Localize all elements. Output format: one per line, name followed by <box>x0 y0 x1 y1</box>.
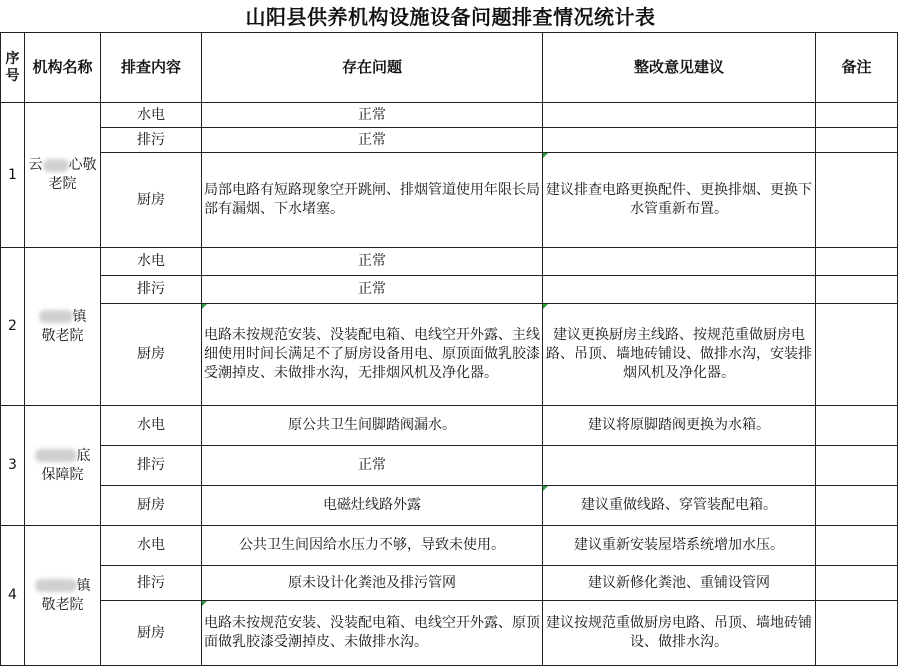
cell-remark[interactable] <box>816 128 898 153</box>
cell-remark[interactable] <box>816 276 898 304</box>
cell-issue[interactable]: 正常 <box>202 446 543 486</box>
table-row <box>1 103 898 128</box>
cell-item[interactable]: 厨房 <box>101 601 202 666</box>
cell-item[interactable]: 水电 <box>101 526 202 566</box>
institution-name-part: 敬老院 <box>41 327 84 344</box>
cell-remark[interactable] <box>816 526 898 566</box>
cell-remark[interactable] <box>816 248 898 276</box>
redaction-blur <box>43 159 69 172</box>
redaction-blur <box>35 449 77 462</box>
inspection-table <box>0 32 898 666</box>
header-item[interactable]: 排查内容 <box>101 33 202 103</box>
cell-issue[interactable]: 电路未按规范安装、没装配电箱、电线空开外露、主线细使用时间长满足不了厨房设备用电、原顶面做乳胶漆受潮掉皮、未做排水沟，无排烟风机及净化器。 <box>202 304 543 406</box>
cell-advice[interactable] <box>543 446 816 486</box>
cell-institution-name[interactable] <box>25 406 101 526</box>
cell-issue[interactable]: 正常 <box>202 276 543 304</box>
cell-advice[interactable] <box>543 276 816 304</box>
table-row <box>1 486 898 526</box>
cell-issue[interactable]: 原公共卫生间脚踏阀漏水。 <box>202 406 543 446</box>
cell-remark[interactable] <box>816 446 898 486</box>
cell-remark[interactable] <box>816 304 898 406</box>
table-row <box>1 566 898 601</box>
cell-issue[interactable]: 电路未按规范安装、没装配电箱、电线空开外露、原顶面做乳胶漆受潮掉皮、未做排水沟。 <box>202 601 543 666</box>
cell-remark[interactable] <box>816 103 898 128</box>
cell-no[interactable]: 1 <box>1 103 25 248</box>
redaction-blur <box>35 579 77 592</box>
cell-issue[interactable]: 正常 <box>202 248 543 276</box>
cell-issue[interactable]: 电磁灶线路外露 <box>202 486 543 526</box>
table-row <box>1 153 898 248</box>
cell-issue[interactable]: 原未设计化粪池及排污管网 <box>202 566 543 601</box>
cell-item[interactable]: 排污 <box>101 566 202 601</box>
institution-name-part: 云 <box>28 157 43 173</box>
cell-institution-name[interactable] <box>25 248 101 406</box>
cell-issue[interactable]: 正常 <box>202 103 543 128</box>
table-row <box>1 446 898 486</box>
cell-advice[interactable]: 建议重做线路、穿管装配电箱。 <box>543 486 816 526</box>
cell-item[interactable]: 排污 <box>101 128 202 153</box>
header-remark[interactable]: 备注 <box>816 33 898 103</box>
institution-name-part: 保障院 <box>41 466 84 483</box>
sheet-title: 山阳县供养机构设施设备问题排查情况统计表 <box>245 5 656 29</box>
cell-no[interactable]: 2 <box>1 248 25 406</box>
cell-item[interactable]: 排污 <box>101 446 202 486</box>
table-row <box>1 601 898 666</box>
cell-remark[interactable] <box>816 566 898 601</box>
cell-remark[interactable] <box>816 486 898 526</box>
cell-advice[interactable] <box>543 248 816 276</box>
cell-item[interactable]: 排污 <box>101 276 202 304</box>
cell-institution-name[interactable] <box>25 526 101 666</box>
cell-item[interactable]: 厨房 <box>101 486 202 526</box>
cell-issue[interactable]: 公共卫生间因给水压力不够，导致未使用。 <box>202 526 543 566</box>
cell-advice[interactable]: 建议排查电路更换配件、更换排烟、更换下水管重新布置。 <box>543 153 816 248</box>
cell-remark[interactable] <box>816 153 898 248</box>
cell-no[interactable]: 3 <box>1 406 25 526</box>
header-row <box>1 33 898 103</box>
table-row <box>1 526 898 566</box>
cell-issue[interactable]: 正常 <box>202 128 543 153</box>
cell-institution-name[interactable] <box>25 103 101 248</box>
cell-advice[interactable]: 建议新修化粪池、重铺设管网 <box>543 566 816 601</box>
cell-advice[interactable]: 建议重新安装屋塔系统增加水压。 <box>543 526 816 566</box>
cell-no[interactable]: 4 <box>1 526 25 666</box>
cell-item[interactable]: 厨房 <box>101 304 202 406</box>
table-row <box>1 128 898 153</box>
cell-advice[interactable]: 建议将原脚踏阀更换为水箱。 <box>543 406 816 446</box>
cell-advice[interactable] <box>543 103 816 128</box>
header-no[interactable]: 序号 <box>1 33 25 103</box>
header-issue[interactable]: 存在问题 <box>202 33 543 103</box>
institution-name-part: 心敬 <box>68 157 97 173</box>
institution-name-part: 镇 <box>72 308 87 325</box>
cell-remark[interactable] <box>816 406 898 446</box>
institution-name-part: 老院 <box>48 176 77 192</box>
table-row <box>1 304 898 406</box>
table-row <box>1 276 898 304</box>
header-advice[interactable]: 整改意见建议 <box>543 33 816 103</box>
redaction-blur <box>39 310 73 323</box>
cell-item[interactable]: 水电 <box>101 406 202 446</box>
institution-name-part: 敬老院 <box>41 596 84 613</box>
cell-remark[interactable] <box>816 601 898 666</box>
table-row <box>1 248 898 276</box>
cell-item[interactable]: 厨房 <box>101 153 202 248</box>
cell-item[interactable]: 水电 <box>101 103 202 128</box>
header-name[interactable]: 机构名称 <box>25 33 101 103</box>
table-row <box>1 406 898 446</box>
institution-name-part: 底 <box>76 447 91 464</box>
cell-issue[interactable]: 局部电路有短路现象空开跳闸、排烟管道使用年限长局部有漏烟、下水堵塞。 <box>202 153 543 248</box>
cell-advice[interactable]: 建议按规范重做厨房电路、吊顶、墙地砖铺设、做排水沟。 <box>543 601 816 666</box>
cell-item[interactable]: 水电 <box>101 248 202 276</box>
cell-advice[interactable]: 建议更换厨房主线路、按规范重做厨房电路、吊顶、墙地砖铺设、做排水沟，安装排烟风机及净化器。 <box>543 304 816 406</box>
cell-advice[interactable] <box>543 128 816 153</box>
institution-name-part: 镇 <box>76 577 91 594</box>
